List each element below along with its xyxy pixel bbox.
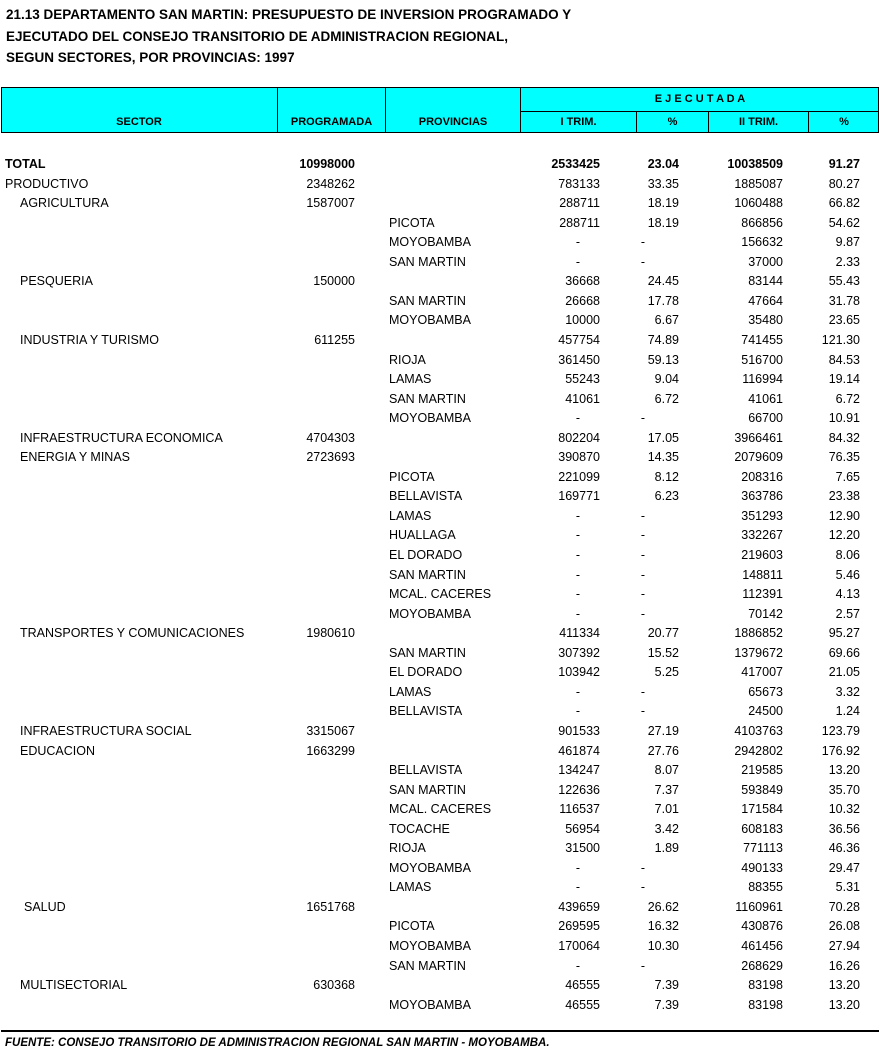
cell-provincia: BELLAVISTA [389,704,463,719]
cell-trim-2: 219603 [741,548,783,562]
cell-provincia: EL DORADO [389,548,463,562]
cell-trim-2: 516700 [741,352,783,367]
table-row [0,216,880,236]
table-row [0,802,880,822]
cell-pct-1: 16.32 [647,919,679,934]
table-row [0,450,880,470]
table-row [0,978,880,998]
cell-pct-2: 55.43 [828,274,860,289]
cell-trim-1: - [575,587,580,602]
cell-trim-2: 83198 [748,978,783,993]
cell-provincia: MOYOBAMBA [389,235,471,250]
cell-programada: 150000 [313,274,355,289]
cell-trim-2: 88355 [748,880,783,895]
table-row [0,470,880,490]
cell-trim-1: - [575,860,580,875]
cell-provincia: TOCACHE [389,821,450,836]
cell-pct-2: 31.78 [828,293,860,308]
header-programada: PROGRAMADA [290,116,373,128]
table-row [0,274,880,294]
header-provincias: PROVINCIAS [418,116,488,128]
cell-pct-2: 91.27 [828,157,860,171]
cell-trim-1: 439659 [558,899,600,914]
cell-provincia: HUALLAGA [389,528,456,543]
cell-trim-2: 1885087 [734,176,783,191]
cell-provincia: BELLAVISTA [389,763,463,778]
cell-pct-1: 33.35 [647,176,679,191]
cell-pct-1: - [640,958,645,973]
cell-pct-1: 6.72 [654,391,679,406]
table-title [6,4,571,69]
cell-trim-2: 490133 [741,860,783,875]
cell-pct-1: 6.67 [654,313,679,328]
cell-pct-2: 13.20 [828,763,860,778]
header-pct-1: % [667,116,678,128]
cell-programada: 1587007 [306,196,355,211]
cell-sector: MULTISECTORIAL [20,978,128,993]
cell-trim-2: 116994 [742,372,783,387]
cell-trim-1: - [575,254,580,269]
cell-provincia: SAN MARTIN [389,254,466,269]
cell-sector: SALUD [24,899,66,914]
source-footnote: FUENTE: CONSEJO TRANSITORIO DE ADMINISTRACION REGIONAL SAN MARTIN - MOYOBAMBA. [5,1037,550,1049]
cell-trim-2: 156632 [741,235,783,250]
table-row [0,841,880,861]
cell-trim-2: 1886852 [734,626,783,641]
cell-programada: 2723693 [306,450,355,465]
table-row [0,568,880,588]
cell-pct-2: 2.33 [835,254,860,269]
table-row [0,509,880,529]
cell-trim-2: 866856 [741,215,783,230]
cell-trim-1: - [575,606,580,621]
cell-trim-2: 37000 [748,254,783,269]
table-row [0,939,880,959]
table-row [0,880,880,900]
table-row [0,861,880,881]
cell-programada: 1663299 [306,743,355,758]
cell-pct-1: 18.19 [647,215,679,230]
cell-sector: ENERGIA Y MINAS [20,450,130,465]
cell-pct-2: 27.94 [828,939,860,953]
cell-trim-2: 430876 [741,919,783,934]
cell-trim-1: 390870 [558,450,600,465]
table-row [0,646,880,666]
cell-pct-1: 6.23 [654,489,679,504]
cell-pct-1: - [640,880,645,895]
cell-pct-1: 7.39 [654,997,679,1012]
cell-pct-2: 12.90 [828,508,860,523]
cell-pct-2: 3.32 [835,684,860,699]
cell-trim-1: 411334 [559,626,600,641]
cell-pct-1: 17.78 [647,293,679,308]
table-bottom-rule [1,1030,879,1032]
cell-sector: AGRICULTURA [20,196,109,211]
cell-pct-1: - [640,548,645,562]
table-row [0,294,880,314]
cell-trim-1: 103942 [558,665,600,680]
cell-provincia: LAMAS [389,684,432,699]
cell-provincia: SAN MARTIN [389,391,466,406]
table-row [0,431,880,451]
cell-programada: 2348262 [306,176,355,191]
cell-sector: PESQUERIA [20,274,93,289]
cell-pct-2: 84.53 [828,352,860,367]
cell-pct-2: 35.70 [828,782,860,797]
cell-trim-1: - [575,235,580,250]
cell-pct-2: 19.14 [828,372,860,387]
cell-pct-1: 3.42 [654,821,679,836]
table-row [0,372,880,392]
cell-trim-2: 24500 [748,704,783,719]
cell-provincia: MCAL. CACERES [389,587,492,602]
table-row [0,919,880,939]
cell-pct-2: 23.65 [828,313,860,328]
cell-provincia: PICOTA [389,469,435,484]
cell-programada: 611255 [314,332,355,347]
table-row [0,665,880,685]
table-row [0,998,880,1018]
cell-pct-2: 121.30 [821,332,860,347]
cell-provincia: MCAL. CACERES [389,802,492,817]
cell-pct-2: 13.20 [828,997,860,1012]
cell-programada: 10998000 [299,157,355,171]
cell-pct-1: - [640,684,645,699]
cell-pct-1: 9.04 [654,372,679,387]
table-row [0,900,880,920]
cell-trim-2: 35480 [748,313,783,328]
cell-trim-2: 351293 [741,508,783,523]
cell-programada: 3315067 [306,723,355,738]
cell-sector: INFRAESTRUCTURA ECONOMICA [20,430,223,445]
cell-pct-2: 6.72 [835,391,860,406]
header-divider [520,111,879,112]
cell-trim-1: 41061 [565,391,600,406]
cell-trim-2: 1379672 [734,645,783,660]
cell-pct-2: 95.27 [828,626,860,641]
cell-trim-1: - [575,567,580,582]
cell-trim-1: 288711 [559,215,600,230]
cell-trim-1: 169771 [558,489,600,504]
table-row [0,353,880,373]
cell-pct-1: - [640,860,645,875]
cell-pct-2: 176.92 [821,743,860,758]
cell-pct-1: 26.62 [647,899,679,914]
cell-trim-2: 66700 [748,411,783,426]
table-row [0,177,880,197]
cell-trim-1: 10000 [565,313,600,328]
cell-provincia: MOYOBAMBA [389,997,471,1012]
table-row [0,548,880,568]
cell-trim-2: 83144 [748,274,783,289]
cell-trim-2: 112391 [742,587,783,602]
cell-trim-2: 2079609 [734,450,783,465]
cell-trim-2: 70142 [748,606,783,621]
cell-trim-1: 783133 [558,176,600,191]
cell-programada: 1651768 [306,899,355,914]
cell-pct-2: 5.31 [835,880,860,895]
cell-sector: TOTAL [5,157,46,171]
cell-trim-2: 593849 [741,782,783,797]
cell-pct-2: 4.13 [835,587,860,602]
cell-trim-1: 31500 [565,841,600,856]
cell-trim-2: 771113 [743,841,783,856]
cell-trim-1: 288711 [559,196,600,211]
cell-trim-1: 461874 [558,743,600,758]
table-row [0,411,880,431]
cell-provincia: LAMAS [389,508,432,523]
cell-pct-1: 27.19 [647,723,679,738]
header-sector: SECTOR [116,116,162,128]
cell-trim-1: 307392 [558,645,600,660]
cell-trim-1: - [575,880,580,895]
cell-provincia: LAMAS [389,372,432,387]
cell-pct-2: 5.46 [835,567,860,582]
table-row [0,959,880,979]
cell-provincia: PICOTA [389,919,435,934]
cell-pct-2: 10.32 [828,802,860,817]
cell-provincia: SAN MARTIN [389,782,466,797]
cell-provincia: RIOJA [389,841,426,856]
cell-pct-2: 36.56 [828,821,860,836]
cell-pct-1: - [640,606,645,621]
cell-pct-1: 24.45 [647,274,679,289]
cell-trim-2: 41061 [748,391,783,406]
table-row [0,626,880,646]
cell-trim-1: 134247 [558,763,600,778]
table-row [0,489,880,509]
cell-provincia: PICOTA [389,215,435,230]
table-row [0,822,880,842]
cell-trim-1: - [575,684,580,699]
cell-trim-2: 741455 [741,332,783,347]
cell-sector: INDUSTRIA Y TURISMO [20,332,159,347]
cell-trim-1: 361450 [558,352,600,367]
cell-trim-1: - [575,958,580,973]
cell-trim-1: 457754 [558,332,600,347]
cell-pct-2: 23.38 [828,489,860,504]
cell-pct-2: 8.06 [835,548,860,562]
cell-pct-2: 21.05 [828,665,860,680]
table-row [0,157,880,177]
cell-trim-1: 26668 [565,293,600,308]
cell-programada: 4704303 [306,430,355,445]
cell-trim-2: 4103763 [734,723,783,738]
table-row [0,704,880,724]
cell-pct-1: - [640,235,645,250]
cell-pct-2: 54.62 [828,215,860,230]
cell-provincia: MOYOBAMBA [389,606,471,621]
cell-trim-1: 170064 [558,939,600,953]
cell-pct-1: 23.04 [647,157,679,171]
cell-trim-1: 269595 [558,919,600,934]
table-row [0,255,880,275]
cell-provincia: SAN MARTIN [389,958,466,973]
cell-trim-2: 268629 [741,958,783,973]
cell-provincia: SAN MARTIN [389,293,466,308]
table-row [0,607,880,627]
cell-pct-2: 2.57 [835,606,860,621]
cell-sector: EDUCACION [20,743,96,758]
cell-provincia: MOYOBAMBA [389,939,471,953]
title-line-3: SEGUN SECTORES, POR PROVINCIAS: 1997 [6,50,295,65]
cell-pct-1: 74.89 [647,332,679,347]
cell-provincia: MOYOBAMBA [389,860,471,875]
cell-pct-2: 80.27 [828,176,860,191]
cell-provincia: MOYOBAMBA [389,411,471,426]
cell-trim-2: 2942802 [734,743,783,758]
cell-pct-1: 20.77 [647,626,679,641]
cell-trim-2: 65673 [748,684,783,699]
cell-trim-2: 47664 [748,293,783,308]
cell-pct-1: 59.13 [647,352,679,367]
cell-pct-1: 8.12 [654,469,679,484]
title-line-2: EJECUTADO DEL CONSEJO TRANSITORIO DE ADMINISTRACION REGIONAL, [6,28,509,44]
header-trim-2: II TRIM. [738,116,779,128]
cell-trim-1: - [575,704,580,719]
header-ejecutada: E J E C U T A D A [654,93,746,105]
cell-pct-1: - [640,254,645,269]
cell-pct-1: - [640,508,645,523]
table-row [0,235,880,255]
cell-trim-2: 608183 [741,821,783,836]
cell-pct-2: 123.79 [821,723,860,738]
header-pct-2: % [839,116,849,128]
cell-pct-1: 7.01 [654,802,679,817]
cell-pct-1: - [640,528,645,543]
cell-sector: PRODUCTIVO [5,176,89,191]
cell-programada: 1980610 [306,626,355,641]
table-row [0,724,880,744]
cell-trim-2: 363786 [741,489,783,504]
cell-sector: INFRAESTRUCTURA SOCIAL [20,723,192,738]
cell-provincia: MOYOBAMBA [389,313,471,328]
cell-trim-2: 148811 [742,567,783,582]
cell-pct-2: 7.65 [835,469,860,484]
cell-provincia: RIOJA [389,352,426,367]
cell-pct-1: 14.35 [647,450,679,465]
cell-pct-2: 9.87 [835,235,860,250]
cell-pct-1: 7.37 [654,782,679,797]
cell-provincia: LAMAS [389,880,432,895]
cell-pct-1: 1.89 [654,841,679,856]
cell-trim-1: - [575,411,580,426]
cell-trim-1: 55243 [565,372,600,387]
table-row [0,587,880,607]
cell-provincia: SAN MARTIN [389,645,466,660]
cell-pct-1: 8.07 [654,763,679,778]
cell-provincia: EL DORADO [389,665,463,680]
cell-pct-2: 10.91 [828,411,860,426]
table-row [0,744,880,764]
cell-sector: TRANSPORTES Y COMUNICACIONES [20,626,245,641]
cell-trim-1: 116537 [559,802,600,817]
cell-pct-2: 26.08 [828,919,860,934]
table-row [0,313,880,333]
cell-trim-1: 46555 [565,978,600,993]
cell-pct-2: 84.32 [828,430,860,445]
cell-trim-2: 3966461 [734,430,783,445]
cell-pct-2: 70.28 [828,899,860,914]
table-row [0,528,880,548]
cell-trim-2: 1160961 [735,899,783,914]
cell-trim-1: - [575,508,580,523]
cell-provincia: SAN MARTIN [389,567,466,582]
cell-pct-1: - [640,411,645,426]
cell-trim-1: 802204 [558,430,600,445]
cell-trim-2: 1060488 [734,196,783,211]
cell-pct-2: 76.35 [828,450,860,465]
table-row [0,763,880,783]
cell-pct-1: 18.19 [647,196,679,211]
cell-trim-2: 171584 [741,802,783,817]
cell-trim-1: 2533425 [551,157,600,171]
cell-pct-1: 17.05 [647,430,679,445]
cell-trim-2: 332267 [741,528,783,543]
cell-provincia: BELLAVISTA [389,489,463,504]
cell-pct-1: - [640,704,645,719]
table-row [0,392,880,412]
cell-pct-2: 69.66 [828,645,860,660]
cell-trim-2: 10038509 [727,157,783,171]
cell-pct-2: 29.47 [828,860,860,875]
cell-pct-1: 7.39 [654,978,679,993]
table-row [0,685,880,705]
table-row [0,783,880,803]
header-trim-1: I TRIM. [560,116,597,128]
cell-pct-2: 46.36 [828,841,860,856]
cell-pct-1: 10.30 [647,939,679,953]
cell-pct-1: 27.76 [647,743,679,758]
cell-trim-1: 221099 [558,469,600,484]
cell-trim-2: 83198 [748,997,783,1012]
cell-pct-1: - [640,587,645,602]
cell-trim-2: 208316 [741,469,783,484]
table-row [0,196,880,216]
cell-pct-2: 1.24 [835,704,860,719]
cell-trim-1: 901533 [558,723,600,738]
cell-trim-1: - [575,528,580,543]
title-line-1: 21.13 DEPARTAMENTO SAN MARTIN: PRESUPUESTO DE INVERSION PROGRAMADO Y [6,7,572,22]
cell-pct-2: 66.82 [828,196,860,211]
cell-pct-1: 5.25 [654,665,679,680]
cell-trim-2: 219585 [741,763,783,778]
table-row [0,333,880,353]
cell-trim-1: - [575,548,580,562]
cell-pct-1: - [640,567,645,582]
cell-pct-1: 15.52 [647,645,679,660]
cell-trim-2: 417007 [741,665,783,680]
cell-trim-1: 56954 [565,821,600,836]
cell-trim-1: 122636 [558,782,600,797]
cell-pct-2: 12.20 [828,528,860,543]
cell-trim-1: 36668 [565,274,600,289]
cell-pct-2: 13.20 [828,978,860,993]
cell-pct-2: 16.26 [828,958,860,973]
cell-trim-2: 461456 [741,939,783,953]
cell-trim-1: 46555 [565,997,600,1012]
cell-programada: 630368 [313,978,355,993]
